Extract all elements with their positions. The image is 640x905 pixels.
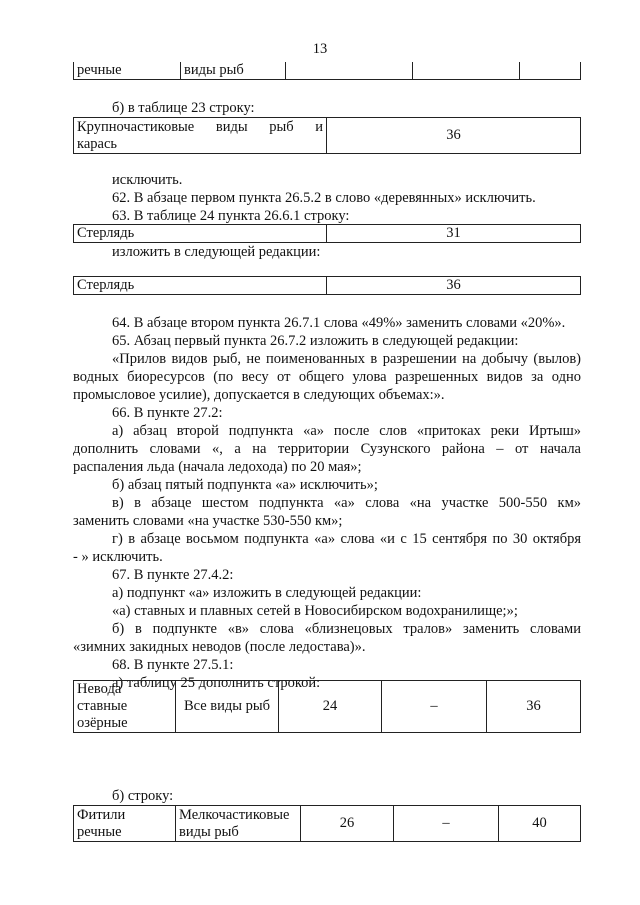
paragraph-line: водных биоресурсов (по весу от общего улова разрешенных видов за одно [73, 369, 581, 385]
paragraph: 64. В абзаце втором пункта 26.7.1 слова «49%» заменить словами «20%». [112, 315, 566, 331]
table-cell [74, 118, 327, 154]
paragraph-line: «зимних закидных неводов (после ледостава)». [73, 639, 366, 655]
table-cell: 31 [327, 225, 581, 243]
table-24-row-new [73, 276, 581, 295]
table-cell [74, 806, 176, 842]
table-cell: 36 [327, 277, 581, 295]
cell-line: Крупночастиковые виды рыб и [77, 118, 323, 135]
paragraph: 67. В пункте 27.4.2: [112, 567, 234, 583]
paragraph: а) подпункт «а» изложить в следующей редакции: [112, 585, 422, 601]
table-cell: 40 [499, 806, 581, 842]
table-25-row-old [73, 805, 581, 842]
table-cell: 36 [487, 681, 581, 733]
paragraph-line: г) в абзаце восьмом подпункта «а» слова «и с 15 сентября по 30 октября [112, 531, 581, 547]
cell-line: Фитили [77, 806, 126, 823]
table-cell: 24 [279, 681, 382, 733]
table-cell [74, 681, 176, 733]
page-number: 13 [312, 41, 328, 57]
cell-line: ставные [77, 698, 128, 714]
table-cell [520, 62, 581, 80]
paragraph: б) в таблице 23 строку: [112, 100, 255, 116]
paragraph-line: дополнить словами «, а на территории Сузунского района – от начала [73, 441, 581, 457]
paragraph: 63. В таблице 24 пункта 26.6.1 строку: [112, 208, 350, 224]
paragraph: а) таблицу 25 дополнить строкой: [112, 675, 321, 691]
cell-line: виды рыб [179, 823, 239, 840]
paragraph: б) абзац пятый подпункта «а» исключить»; [112, 477, 378, 493]
paragraph-line: заменить словами «на участке 530-550 км»; [73, 513, 343, 529]
table-cell: – [394, 806, 499, 842]
table-cell: 26 [301, 806, 394, 842]
paragraph: 62. В абзаце первом пункта 26.5.2 в слово «деревянных» исключить. [112, 190, 536, 206]
table-23-row [73, 117, 581, 154]
table-cell: речные [74, 62, 181, 80]
paragraph: 66. В пункте 27.2: [112, 405, 223, 421]
table-cell: Стерлядь [74, 277, 327, 295]
paragraph: 65. Абзац первый пункта 26.7.2 изложить в следующей редакции: [112, 333, 519, 349]
table-fragment-top [73, 62, 581, 80]
paragraph-line: - » исключить. [73, 549, 163, 565]
cell-line: Мелкочастиковые [179, 806, 290, 823]
table-cell [413, 62, 520, 80]
cell-line: речные [77, 823, 122, 840]
paragraph: 68. В пункте 27.5.1: [112, 657, 234, 673]
table-cell [176, 806, 301, 842]
paragraph-line: распаления льда (начала ледохода) по 20 мая»; [73, 459, 362, 475]
paragraph: б) строку: [112, 788, 174, 804]
table-cell: виды рыб [181, 62, 286, 80]
paragraph: исключить. [112, 172, 183, 188]
table-24-row-old [73, 224, 581, 243]
table-cell: 36 [327, 118, 581, 154]
table-cell [286, 62, 413, 80]
paragraph-line: в) в абзаце шестом подпункта «а» слова «на участке 500-550 км» [112, 495, 581, 511]
paragraph-line: а) абзац второй подпункта «а» после слов «притоках реки Иртыш» [112, 423, 581, 439]
table-cell: Все виды рыб [176, 681, 279, 733]
table-25-row-added [73, 680, 581, 733]
paragraph-line: «Прилов видов рыб, не поименованных в разрешении на добычу (вылов) [112, 351, 581, 367]
cell-line: Невода [77, 681, 122, 697]
paragraph-line: промысловое усилие), допускается в следующих объемах:». [73, 387, 445, 403]
paragraph: изложить в следующей редакции: [112, 244, 321, 260]
table-cell: Стерлядь [74, 225, 327, 243]
paragraph: «а) ставных и плавных сетей в Новосибирском водохранилище;»; [112, 603, 518, 619]
table-cell: – [382, 681, 487, 733]
cell-line: озёрные [77, 715, 128, 731]
paragraph-line: б) в подпункте «в» слова «близнецовых тралов» заменить словами [112, 621, 581, 637]
cell-line: карась [77, 135, 117, 152]
